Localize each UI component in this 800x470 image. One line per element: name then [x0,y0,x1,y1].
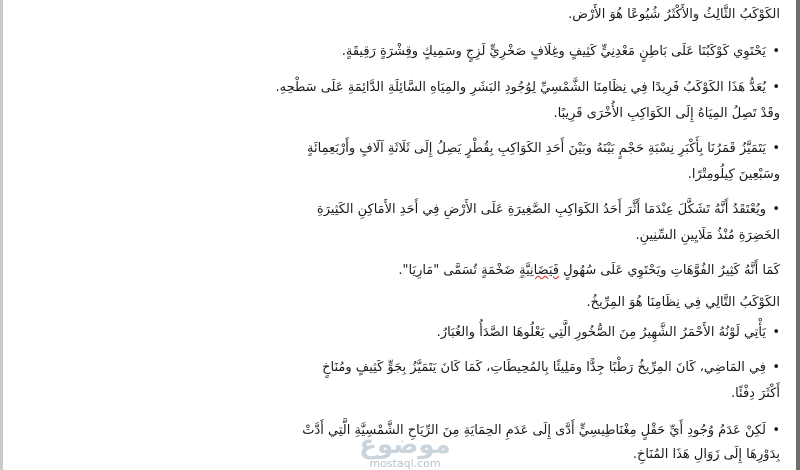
paragraph: أَكْثَرَ دِفْئًا. [730,386,780,401]
bullet-item: • يَأْتِي لَوْنُهُ الأَحْمَرُ الشَّهِيرُ مِنَ الصُّخُورِ الَّتِي يَعْلُوهَا الصَّدَأُ والغُبَارُ. [12,322,780,344]
bullet-item: • يَحْتَوِي كَوْكَبُنَا عَلَى بَاطِنٍ مَعْدِنِيٍّ كَثِيفٍ وغِلَافٍ صَخْرِيٍّ لَزِجٍ وسَمِيكٍ وقِشْرَةٍ رَقِيقَةٍ. [12,41,780,63]
window-left-border [0,0,3,470]
bullet-item: • يُعَدُّ هَذَا الكَوْكَبُ فَرِيدًا فِي نِظَامِنَا الشَّمْسِيِّ لِوُجُودِ البَشَرِ والمِيَاهِ السَّائِلَةِ الدَّائِمَةِ عَلَى سَطْحِهِ. [12,77,780,99]
paragraph [12,260,780,282]
paragraph: وقَدْ تَصِلُ المِيَاهُ إِلَى الكَوَاكِبِ الأُخْرَى قَرِيبًا. [553,106,780,121]
window-right-border [796,0,800,470]
paragraph: الكَوْكَبُ الثَّالِثُ والأَكْثَرُ شُيُوعًا هُوَ الأَرْض. [568,7,780,22]
watermark [300,432,510,470]
paragraph-text: كَمَا أَنَّهُ كَثِيرُ الفُوَّهَاتِ ويَحْتَوِي عَلَى سُهُولٍ [559,263,780,278]
paragraph: الكَوْكَبُ التَّالِي فِي نِظَامِنَا هُوَ المِرِّيخُ. [586,295,780,310]
bullet-item: • ويُعْتَقَدُ أَنَّهُ تَشَكَّلَ عِنْدَمَا أَثَّرَ أَحَدُ الكَوَاكِبِ الصَّغِيرَةِ عَلَى الأَرْضِ فِي أَحَدِ الأَمَاكِنِ الكَثِيرَةِ [12,199,780,221]
paragraph: وسَبْعِينَ كِيلُومِتْرًا. [687,167,780,182]
watermark-logo: موضوع [359,430,451,460]
bullet-item: • يَتَمَيَّزُ قَمَرُنَا بِأَكْبَرِ نِسْبَةِ حَجْمٍ بَيْنَهُ وبَيْنَ أَحَدِ الكَوَاكِبِ بِقُطْرٍ يَصِلُ إِلَى ثَلَاثَةِ آلَافٍ وأَرْبَعِمِائَةٍ [12,138,780,160]
spellcheck-marked-word[interactable]: فَيَضَانِيَّةٍ [519,263,560,278]
bullet-item: • فِي المَاضِي، كَانَ المِرِّيخُ رَطْبًا جِدًّا ومَلِيئًا بِالمُحِيطَاتِ، كَمَا كَانَ يَتَمَيَّزُ بِجَوٍّ كَثِيفٍ ومُنَاخٍ [12,357,780,379]
paragraph-text: ضَخْمَةٍ تُسَمَّى "مَارِيَا". [398,263,520,278]
paragraph: الخَضِرَةِ مُنْذُ مَلَايِينِ السِّنِينِ. [635,228,780,243]
watermark-url: mostaql.com [369,457,441,470]
bullet-item: • لَكِنْ عَدَمُ وُجُودِ أَيِّ حَقْلٍ مِغْنَاطِيسِيٍّ أَدَّى إِلَى عَدَمِ الحِمَايَةِ مِنَ الرِّيَاحِ الشَّمْسِيَّةِ الَّتِي أَدَّتْ [12,420,780,442]
paragraph: بِدَوْرِهَا إِلَى زَوَالِ هَذَا المُنَاخِ. [632,447,780,462]
